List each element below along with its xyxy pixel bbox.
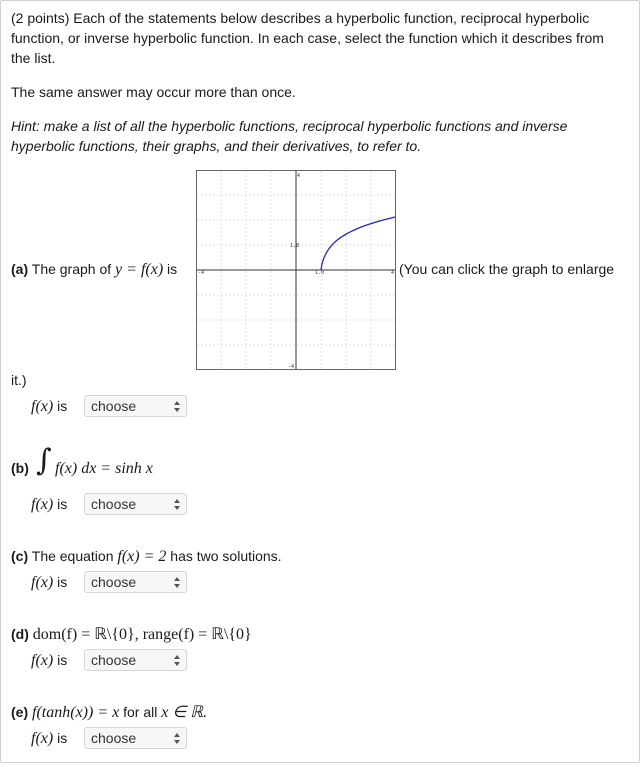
part-b-math: f(x) dx = sinh x [55,460,153,477]
part-a-answer-row [31,396,67,417]
answer-fx: f(x) [31,496,54,513]
part-e-statement [11,702,207,723]
select-value: choose [91,730,137,746]
part-a-enlarge-cont: it.) [11,372,27,388]
chevron-down-icon [174,740,180,744]
select-value: choose [91,496,137,512]
answer-is: is [57,574,68,590]
part-b-label-wrap [11,458,29,478]
tick-left: -4 [198,270,205,276]
intro-line-3: the list. [11,50,56,66]
part-c-math: f(x) = 2 [117,548,167,565]
part-a-label: (a) [11,261,29,277]
part-e-text: for all [119,704,162,720]
part-d-math: dom(f) = ℝ\{0}, range(f) = ℝ\{0} [32,626,252,643]
part-e-select[interactable] [84,727,187,749]
answer-fx: f(x) [31,652,54,669]
part-a-text: The graph of [28,261,116,277]
part-a-text-is: is [163,261,178,277]
part-c-statement [11,546,282,567]
part-c-answer-row [31,572,67,593]
same-answer-note: The same answer may occur more than once. [11,84,296,100]
answer-is: is [57,496,68,512]
part-d-answer-row [31,650,67,671]
select-value: choose [91,652,137,668]
part-b-select[interactable] [84,493,187,515]
answer-is: is [57,398,68,414]
part-c-text-2: has two solutions. [166,548,282,564]
chevron-up-icon [174,577,180,581]
intro-line-1: (2 points) Each of the statements below describes a hyperbolic function, reciprocal hyperbolic [11,10,590,26]
integral-sign-icon: ∫ [36,443,52,478]
select-value: choose [91,574,137,590]
part-a-math: y = f(x) [115,261,164,278]
tick-top: 4 [297,173,301,179]
chevron-up-icon [174,499,180,503]
part-e-math-2: x ∈ ℝ. [161,704,207,721]
part-d-select[interactable] [84,649,187,671]
label-x-1: 1.0 [315,270,325,276]
function-graph[interactable] [196,170,396,370]
tick-right: 4 [391,270,395,276]
part-c-label: (c) [11,548,29,564]
chevron-down-icon [174,408,180,412]
part-a-enlarge-note: (You can click the graph to enlarge [399,261,615,277]
part-c-text: The equation [28,548,118,564]
answer-fx: f(x) [31,574,54,591]
part-c-select[interactable] [84,571,187,593]
part-e-math: f(tanh(x)) = x [32,704,120,721]
part-e-label: (e) [11,704,29,720]
part-e-answer-row [31,728,67,749]
chevron-down-icon [174,506,180,510]
answer-is: is [57,730,68,746]
part-a-select[interactable] [84,395,187,417]
select-value: choose [91,398,137,414]
intro-line-2: function, or inverse hyperbolic function. In each case, select the function which it describes from [11,30,604,46]
answer-fx: f(x) [31,730,54,747]
answer-fx: f(x) [31,398,54,415]
chevron-up-icon [174,733,180,737]
chevron-down-icon [174,584,180,588]
chevron-up-icon [174,401,180,405]
hint-line-2: hyperbolic functions, their graphs, and their derivatives, to refer to. [11,138,422,154]
part-b-math-wrap [55,458,153,479]
answer-is: is [57,652,68,668]
part-d-statement [11,624,252,645]
hint-line-1: Hint: make a list of all the hyperbolic functions, reciprocal hyperbolic functions and inverse [11,118,568,134]
part-d-label: (d) [11,626,29,642]
part-a-statement [11,259,177,280]
tick-bottom: -4 [288,364,295,370]
chevron-down-icon [174,662,180,666]
chevron-up-icon [174,655,180,659]
part-b-answer-row [31,494,67,515]
label-y-1: 1.0 [290,243,300,249]
part-b-label: (b) [11,460,29,476]
